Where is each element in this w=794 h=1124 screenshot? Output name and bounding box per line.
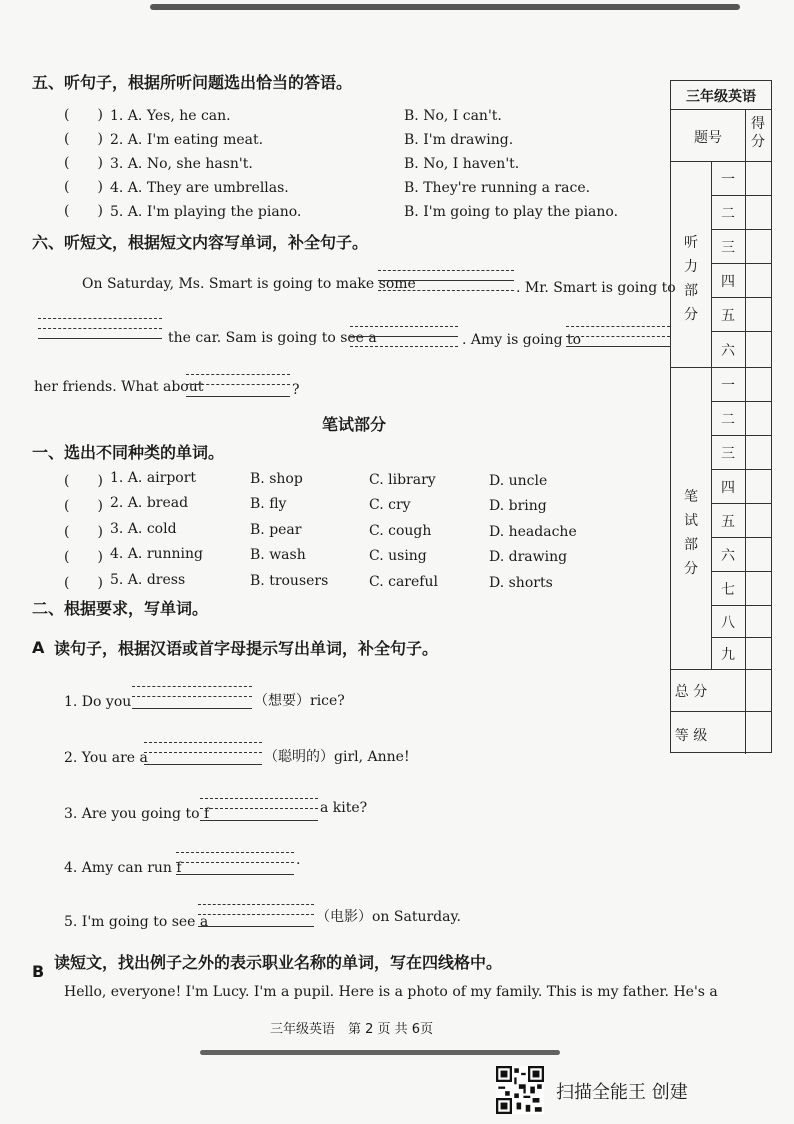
answer-paren[interactable]: ( )	[64, 203, 103, 219]
question-text: 3. Are you going to f	[64, 806, 210, 822]
part-b-label: B	[32, 962, 45, 981]
question-text: 4. Amy can run f	[64, 860, 182, 876]
answer-blank[interactable]	[38, 316, 162, 342]
part-a-title: 读句子，根据汉语或首字母提示写出单词，补全句子。	[54, 639, 439, 658]
page-footer: 三年级英语 第 2 页 共 6页	[270, 1022, 434, 1037]
listening-row-label: 三	[721, 240, 735, 256]
written-row-label: 九	[721, 647, 735, 663]
passage-text: On Saturday, Ms. Smart is going to make some	[82, 276, 416, 292]
written-row-label: 三	[721, 446, 735, 462]
passage-text: ?	[292, 382, 300, 398]
option-b: B. No, I can't.	[404, 108, 502, 124]
option-c: C. careful	[369, 574, 438, 590]
answer-paren[interactable]: ( )	[64, 549, 103, 565]
answer-paren[interactable]: ( )	[64, 107, 103, 123]
written-row-label: 五	[721, 514, 735, 530]
option-b: B. They're running a race.	[404, 180, 591, 196]
top-edge-shadow	[150, 4, 740, 10]
question-text: （想要）rice?	[254, 693, 345, 709]
option-a: 4. A. running	[110, 546, 204, 562]
answer-paren[interactable]: ( )	[64, 179, 103, 195]
written-section2-title: 二、根据要求，写单词。	[32, 599, 209, 618]
option-a: 2. A. bread	[110, 495, 189, 511]
option-b: B. fly	[250, 496, 287, 512]
part-b-title: 读短文，找出例子之外的表示职业名称的单词，写在四线格中。	[54, 953, 503, 972]
question-text: 1. Do you	[64, 694, 132, 710]
option-b: B. I'm drawing.	[404, 132, 514, 148]
option-a: 3. A. cold	[110, 521, 177, 537]
written-row-label: 二	[721, 412, 735, 428]
part-b-text: Hello, everyone! I'm Lucy. I'm a pupil. Here is a photo of my family. This is my father. He's a	[64, 984, 718, 1000]
question-text: .	[296, 852, 301, 868]
option-d: D. shorts	[489, 575, 553, 591]
option-b: B. pear	[250, 522, 302, 538]
bottom-edge-shadow	[200, 1050, 560, 1055]
option-a: 1. A. airport	[110, 470, 197, 486]
option-a: 5. A. I'm playing the piano.	[110, 204, 302, 220]
option-b: B. I'm going to play the piano.	[404, 204, 619, 220]
qr-code-icon	[496, 1066, 544, 1114]
answer-blank[interactable]	[176, 850, 294, 878]
listening-part-label: 听力部分	[684, 235, 698, 323]
listening-row-label: 二	[721, 206, 735, 222]
answer-blank[interactable]	[198, 902, 314, 930]
answer-paren[interactable]: ( )	[64, 473, 103, 489]
written-row-label: 六	[721, 548, 735, 564]
table-title: 三年级英语	[686, 89, 756, 105]
option-a: 1. A. Yes, he can.	[110, 108, 231, 124]
answer-paren[interactable]: ( )	[64, 155, 103, 171]
passage-text: the car. Sam is going to see a	[168, 330, 377, 346]
answer-paren[interactable]: ( )	[64, 131, 103, 147]
scanner-watermark: 扫描全能王 创建	[556, 1082, 688, 1103]
option-a: 4. A. They are umbrellas.	[110, 180, 289, 196]
passage-text: her friends. What about	[34, 379, 204, 395]
option-d: D. drawing	[489, 549, 568, 565]
option-a: 3. A. No, she hasn't.	[110, 156, 253, 172]
option-c: C. cry	[369, 497, 411, 513]
total-score-label: 总 分	[674, 684, 708, 700]
option-b: B. shop	[250, 471, 303, 487]
answer-blank[interactable]	[378, 268, 514, 294]
answer-blank[interactable]	[200, 796, 318, 824]
listening-row-label: 四	[721, 274, 735, 290]
option-b: B. wash	[250, 547, 306, 563]
question-text: 2. You are a	[64, 750, 148, 766]
written-part-label: 笔试部分	[684, 489, 698, 577]
option-d: D. headache	[489, 524, 577, 540]
answer-paren[interactable]: ( )	[64, 575, 103, 591]
answer-blank[interactable]	[186, 372, 290, 400]
option-d: D. uncle	[489, 473, 548, 489]
listening-row-label: 一	[721, 172, 735, 188]
section6-title: 六、听短文，根据短文内容写单词，补全句子。	[32, 233, 369, 252]
score-header: 得分	[751, 116, 765, 150]
answer-blank[interactable]	[132, 684, 252, 712]
grade-label: 等 级	[674, 728, 708, 744]
listening-row-label: 六	[721, 343, 735, 359]
written-row-label: 四	[721, 480, 735, 496]
question-number-header: 题号	[694, 130, 722, 146]
score-table	[670, 80, 772, 753]
part-a-label: A	[32, 638, 45, 657]
written-row-label: 八	[721, 615, 735, 631]
option-b: B. trousers	[250, 573, 329, 589]
written-heading: 笔试部分	[322, 415, 387, 434]
answer-blank[interactable]	[566, 324, 670, 350]
option-c: C. library	[369, 472, 436, 488]
option-d: D. bring	[489, 498, 547, 514]
listening-row-label: 五	[721, 308, 735, 324]
passage-text: . Mr. Smart is going to	[516, 280, 676, 296]
written-row-label: 一	[721, 378, 735, 394]
written-row-label: 七	[721, 582, 735, 598]
written-section1-title: 一、选出不同种类的单词。	[32, 443, 225, 462]
question-text: （电影）on Saturday.	[316, 909, 461, 925]
section5-title: 五、听句子，根据所听问题选出恰当的答语。	[32, 73, 353, 92]
answer-blank[interactable]	[144, 740, 262, 768]
answer-paren[interactable]: ( )	[64, 524, 103, 540]
option-a: 2. A. I'm eating meat.	[110, 132, 264, 148]
question-text: （聪明的）girl, Anne!	[264, 749, 410, 765]
option-b: B. No, I haven't.	[404, 156, 520, 172]
answer-paren[interactable]: ( )	[64, 498, 103, 514]
passage-text: . Amy is going to	[462, 332, 582, 348]
answer-blank[interactable]	[350, 324, 458, 350]
question-text: 5. I'm going to see a	[64, 914, 209, 930]
option-c: C. cough	[369, 523, 432, 539]
option-a: 5. A. dress	[110, 572, 186, 588]
question-text: a kite?	[320, 800, 368, 816]
option-c: C. using	[369, 548, 427, 564]
